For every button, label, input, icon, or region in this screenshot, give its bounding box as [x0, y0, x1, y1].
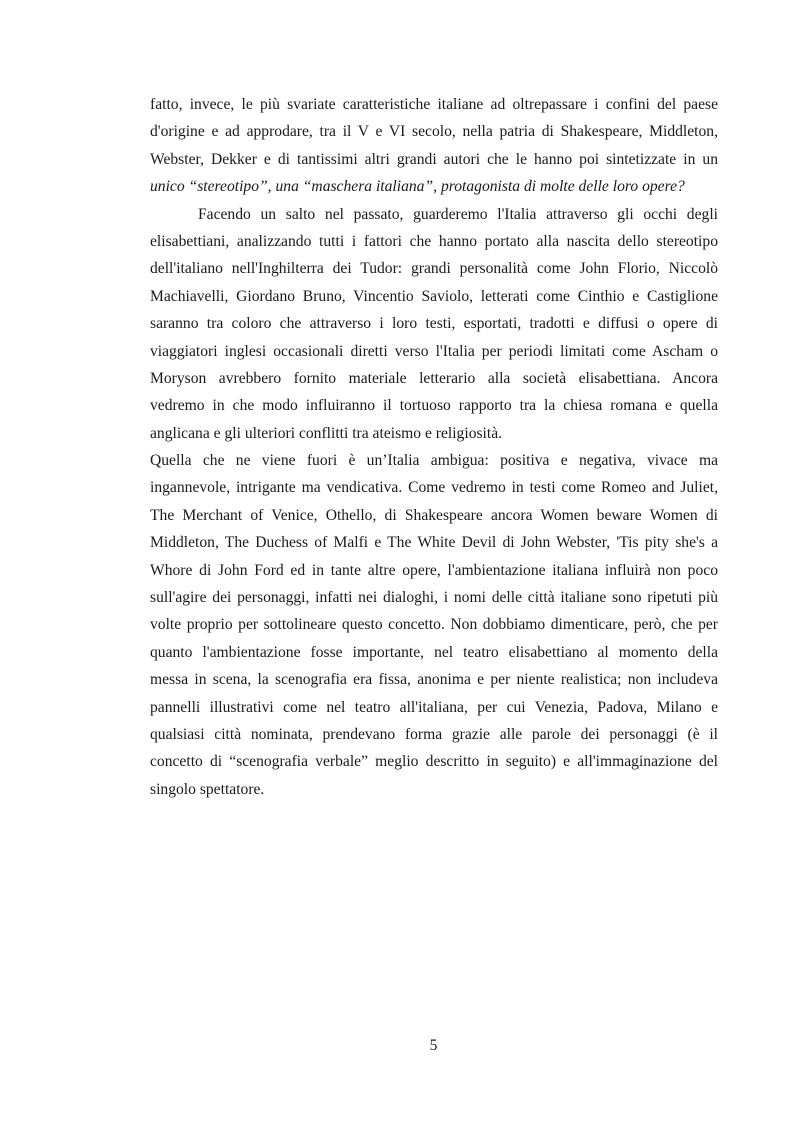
- text-line: vedremo in che modo influiranno il tortuoso rapporto tra la chiesa romana e quella: [150, 397, 718, 415]
- text-line: ingannevole, intrigante ma vendicativa. Come vedremo in testi come Romeo and Juliet,: [150, 479, 718, 497]
- text-line: pannelli illustrativi come nel teatro all'italiana, per cui Venezia, Padova, Milano e: [150, 698, 718, 716]
- text-line: singolo spettatore.: [150, 780, 265, 798]
- text-line: Quella che ne viene fuori è un’Italia ambigua: positiva e negativa, vivace ma: [150, 452, 718, 470]
- paragraph-2: [150, 201, 718, 448]
- text-line: Facendo un salto nel passato, guarderemo l'Italia attraverso gli occhi degli: [198, 205, 718, 223]
- text-line: elisabettiani, analizzando tutti i fattori che hanno portato alla nascita dello stereotipo: [150, 232, 718, 250]
- text-line: Middleton, The Duchess of Malfi e The White Devil di John Webster, 'Tis pity she's a: [150, 534, 718, 552]
- text-line: dell'italiano nell'Inghilterra dei Tudor: grandi personalità come John Florio, Niccolò: [150, 260, 718, 278]
- paragraph-3: [150, 447, 718, 803]
- text-line: quanto l'ambientazione fosse importante, nel teatro elisabettiano al momento della: [150, 643, 718, 661]
- text-line: Machiavelli, Giordano Bruno, Vincentio Saviolo, letterati come Cinthio e Castiglione: [150, 287, 718, 305]
- text-line: viaggiatori inglesi occasionali diretti verso l'Italia per periodi limitati come Ascham o: [150, 342, 718, 360]
- text-line: The Merchant of Venice, Othello, di Shakespeare ancora Women beware Women di: [150, 506, 718, 524]
- text-line: Moryson avrebbero fornito materiale letterario alla società elisabettiana. Ancora: [150, 369, 718, 387]
- text-line: fatto, invece, le più svariate caratteristiche italiane ad oltrepassare i confini del paese: [150, 96, 718, 113]
- text-line: d'origine e ad approdare, tra il V e VI secolo, nella patria di Shakespeare, Middleton,: [150, 123, 718, 141]
- text-line: sull'agire dei personaggi, infatti nei dialoghi, i nomi delle città italiane sono ripetuti più: [150, 589, 718, 607]
- text-line: concetto di “scenografia verbale” meglio descritto in seguito) e all'immaginazione del: [150, 753, 718, 771]
- text-line: messa in scena, la scenografia era fissa, anonima e per niente realistica; non includeva: [150, 671, 718, 689]
- text-line: qualsiasi città nominata, prendevano forma grazie alle parole dei personaggi (è il: [150, 725, 718, 743]
- page-number: 5: [429, 1037, 438, 1054]
- italic-text-line: unico “stereotipo”, una “maschera italiana”, protagonista di molte delle loro opere?: [150, 178, 685, 196]
- paragraph-1: [150, 91, 718, 201]
- text-line: anglicana e gli ulteriori conflitti tra ateismo e religiosità.: [150, 424, 503, 442]
- page-body: [150, 91, 718, 803]
- text-line: saranno tra coloro che attraverso i loro testi, esportati, tradotti e diffusi o opere di: [150, 315, 718, 333]
- text-line: Whore di John Ford ed in tante altre opere, l'ambientazione italiana influirà non poco: [150, 561, 718, 579]
- text-line: volte proprio per sottolineare questo concetto. Non dobbiamo dimenticare, però, che per: [150, 616, 718, 634]
- text-line: Webster, Dekker e di tantissimi altri grandi autori che le hanno poi sintetizzate in un: [150, 150, 718, 168]
